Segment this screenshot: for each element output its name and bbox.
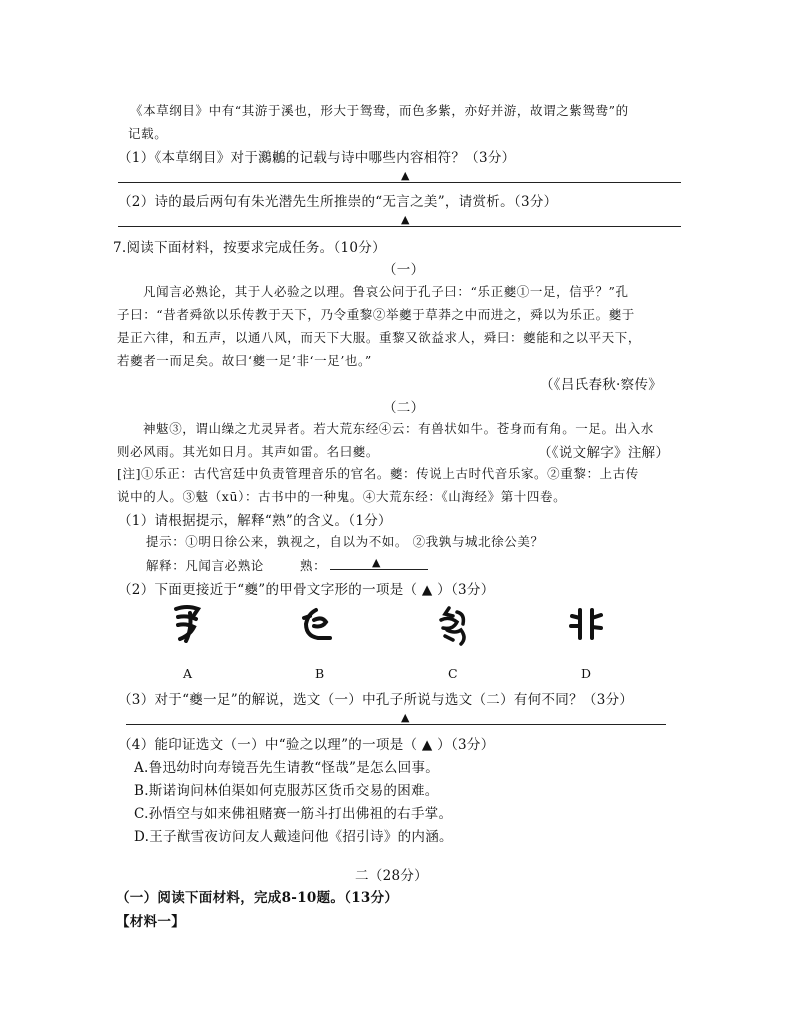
q6-quote-line1: 《本草纲目》中有“其游于溪也，形大于鸳鸯，而色多紫，亦好并游，故谓之紫鸳鸯”的: [130, 103, 629, 118]
option-b-text: B.斯诺询问林伯渠如何克服苏区货币交易的困难。: [134, 783, 439, 799]
answer-line[interactable]: [118, 182, 681, 183]
q7-subquestion-1-hint: 提示：①明日徐公来，孰视之，自以为不如。 ②我孰与城北徐公美？: [146, 534, 544, 549]
passage2-source: （《说文解字》注解）: [538, 445, 670, 461]
section-1-label: （一）: [383, 262, 425, 278]
option-d-label: D: [581, 666, 592, 681]
oracle-glyph-b-icon: [300, 606, 334, 642]
passage1-line4: 若夔者一而足矣。故曰‘夔一足’非‘一足’也。”: [117, 353, 372, 368]
option-d-text: D.王子猷雪夜访问友人戴逵问他《招引诗》的内涵。: [134, 829, 453, 845]
option-b-label: B: [315, 666, 325, 681]
option-a-label: A: [183, 666, 193, 681]
option-c-label: C: [448, 666, 459, 681]
passage1-line2: 子曰：“昔者舜欲以乐传教于天下，乃令重黎②举夔于草莽之中而进之，舜以为乐正。夔于: [117, 307, 635, 322]
oracle-glyph-c-icon: [435, 604, 473, 646]
notes-line1: [注]①乐正：古代宫廷中负责管理音乐的官名。夔：传说上古时代音乐家。②重黎：上古传: [117, 466, 639, 481]
q7-header: 7.阅读下面材料，按要求完成任务。（10分）: [113, 240, 386, 256]
part2-subheader: （一）阅读下面材料，完成8-10题。（13分）: [116, 890, 399, 906]
q7-subquestion-1: （1）请根据提示，解释“熟”的含义。（1分）: [118, 513, 392, 529]
q7-answer-word: 熟：: [300, 558, 327, 573]
q6-subquestion-2: （2）诗的最后两句有朱光潜先生所推崇的“无言之美”，请赏析。（3分）: [118, 194, 558, 210]
answer-blank[interactable]: [330, 569, 428, 570]
q6-quote-line2: 记载。: [128, 126, 168, 141]
answer-mark: ▲: [401, 169, 410, 182]
q6-subquestion-1: （1）《本草纲目》对于鸂鶒的记载与诗中哪些内容相符？（3分）: [118, 150, 516, 166]
passage1-source: （《吕氏春秋·察传》: [540, 377, 663, 393]
passage2-line1: 神鬾③，谓山缲之尤灵异者。若大荒东经④云：有兽状如牛。苍身而有角。一足。出入水: [143, 421, 654, 436]
answer-line[interactable]: [126, 724, 666, 725]
section-2-label: （二）: [383, 400, 425, 416]
part2-title: 二（28分）: [355, 868, 428, 884]
q7-subquestion-3: （3）对于“夔一足”的解说，选文（一）中孔子所说与选文（二）有何不同？（3分）: [118, 692, 634, 708]
q7-answer-label: 解释：凡闻言必熟论: [146, 558, 264, 573]
answer-mark: ▲: [372, 556, 381, 569]
option-c-text: C.孙悟空与如来佛祖赌赛一筋斗打出佛祖的右手掌。: [134, 806, 453, 822]
answer-line[interactable]: [118, 226, 681, 227]
option-a-text: A.鲁迅幼时向寿镜吾先生请教“怪哉”是怎么回事。: [134, 760, 440, 776]
passage2-line2: 则必风雨。其光如日月。其声如雷。名曰夔。: [117, 444, 380, 459]
q7-subquestion-2: （2）下面更接近于“夔”的甲骨文字形的一项是（ ▲ ）（3分）: [118, 582, 495, 598]
passage1-line1: 凡闻言必熟论，其于人必验之以理。鲁哀公问于孔子曰：“乐正夔①一足，信乎？”孔: [143, 284, 629, 299]
q7-subquestion-4: （4）能印证选文（一）中“验之以理”的一项是（ ▲ ）（3分）: [118, 737, 495, 753]
notes-line2: 说中的人。③鬾（xū）：古书中的一种鬼。④大荒东经：《山海经》第十四卷。: [117, 489, 567, 504]
answer-mark: ▲: [401, 213, 410, 226]
oracle-glyph-a-icon: [172, 603, 202, 643]
material-one-label: 【材料一】: [116, 914, 185, 930]
oracle-glyph-d-icon: [568, 606, 604, 642]
answer-mark: ▲: [401, 711, 410, 724]
passage1-line3: 是正六律，和五声，以通八风，而天下大服。重黎又欲益求人，舜曰：夔能和之以平天下，: [117, 330, 642, 345]
